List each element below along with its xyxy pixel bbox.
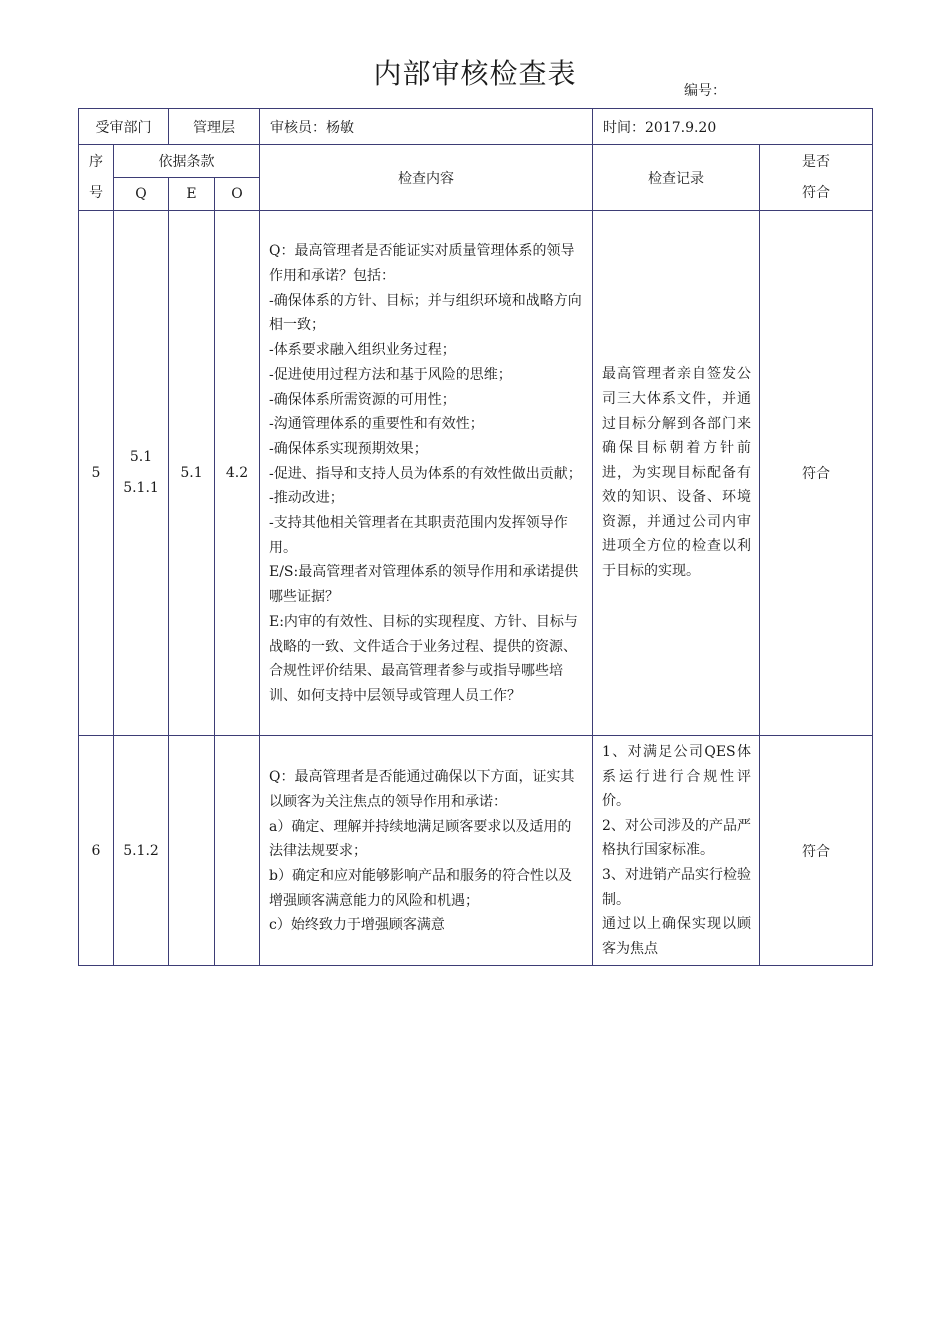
row-q-clause	[114, 211, 169, 736]
content-paragraph: -确保体系的方针、目标；并与组织环境和战略方向相一致；	[269, 292, 582, 334]
content-paragraph: a）确定、理解并持续地满足顾客要求以及适用的法律法规要求；	[269, 818, 572, 860]
dept-label: 受审部门	[79, 109, 169, 145]
record-paragraph: 1、对满足公司QES体系运行进行合规性评价。	[602, 744, 751, 810]
content-paragraph: -确保体系所需资源的可用性；	[269, 391, 456, 408]
content-header: 检查内容	[260, 145, 593, 211]
content-paragraph: -确保体系实现预期效果；	[269, 440, 428, 457]
row-conform: 符合	[760, 211, 873, 736]
q-clause-line: 5.1.1	[123, 480, 159, 496]
header-row	[79, 109, 873, 145]
row-check-record	[593, 736, 760, 966]
basis-header: 依据条款	[114, 145, 260, 178]
content-paragraph: -推动改进；	[269, 490, 344, 507]
auditor: 审核员：杨敏	[260, 109, 593, 145]
content-paragraph: b）确定和应对能够影响产品和服务的符合性以及增强顾客满意能力的风险和机遇；	[269, 868, 572, 909]
content-paragraph: Q：最高管理者是否能证实对质量管理体系的领导作用和承诺？包括：	[269, 243, 575, 285]
content-paragraph: -支持其他相关管理者在其职责范围内发挥领导作用。	[269, 515, 568, 556]
column-header-row-1	[79, 145, 873, 178]
content-paragraph: -体系要求融入组织业务过程；	[269, 342, 456, 359]
q-header: Q	[114, 178, 169, 211]
content-paragraph: -促进、指导和支持人员为体系的有效性做出贡献；	[269, 465, 582, 482]
conform-header-bottom: 符合	[802, 184, 830, 201]
row-conform: 符合	[760, 736, 873, 966]
q-clause-line: 5.1	[129, 449, 153, 465]
content-paragraph: E:内审的有效性、目标的实现程度、方针、目标与战略的一致、文件适合于业务过程、提供的资源、合规性评价结果、最高管理者参与或指导哪些培训、如何支持中层领导或管理人员工作？	[269, 613, 578, 704]
record-paragraph: 3、对进销产品实行检验制。	[602, 866, 751, 908]
content-paragraph: -沟通管理体系的重要性和有效性；	[269, 416, 484, 433]
seq-header-bottom: 号	[89, 184, 103, 201]
seq-header-top: 序	[89, 153, 103, 170]
conform-header	[760, 145, 873, 211]
table-row	[79, 211, 873, 736]
seq-header	[79, 145, 114, 211]
record-paragraph: 2、对公司涉及的产品严格执行国家标准。	[602, 817, 751, 859]
audit-time: 时间：2017.9.20	[593, 109, 873, 145]
content-paragraph: c）始终致力于增强顾客满意	[269, 917, 445, 934]
conform-header-top: 是否	[802, 153, 830, 170]
row-o-clause: 4.2	[215, 211, 260, 736]
record-header: 检查记录	[593, 145, 760, 211]
record-paragraph: 最高管理者亲自签发公司三大体系文件，并通过目标分解到各部门来确保目标朝着方针前进，为实现目标配备有效的知识、设备、环境资源，并通过公司内审进项全方位的检查以利于目标的实现。	[602, 366, 751, 580]
content-paragraph: -促进使用过程方法和基于风险的思维；	[269, 366, 512, 383]
row-seq: 6	[79, 736, 114, 966]
content-paragraph: E/S:最高管理者对管理体系的领导作用和承诺提供哪些证据？	[269, 564, 579, 606]
row-o-clause	[215, 736, 260, 966]
document-code	[684, 80, 746, 100]
audit-checklist-table	[78, 108, 873, 966]
o-header: O	[215, 178, 260, 211]
document-title: 内部审核检查表	[373, 57, 577, 90]
record-paragraph: 通过以上确保实现以顾客为焦点	[602, 916, 751, 957]
content-paragraph: Q：最高管理者是否能通过确保以下方面，证实其以顾客为关注焦点的领导作用和承诺：	[269, 769, 575, 810]
code-label: 编号：	[684, 83, 726, 99]
row-e-clause: 5.1	[169, 211, 215, 736]
row-e-clause	[169, 736, 215, 966]
row-check-content	[260, 736, 593, 966]
e-header: E	[169, 178, 215, 211]
row-q-clause: 5.1.2	[114, 736, 169, 966]
table-row	[79, 736, 873, 966]
row-check-content	[260, 211, 593, 736]
row-check-record	[593, 211, 760, 736]
row-seq: 5	[79, 211, 114, 736]
dept-value: 管理层	[169, 109, 260, 145]
